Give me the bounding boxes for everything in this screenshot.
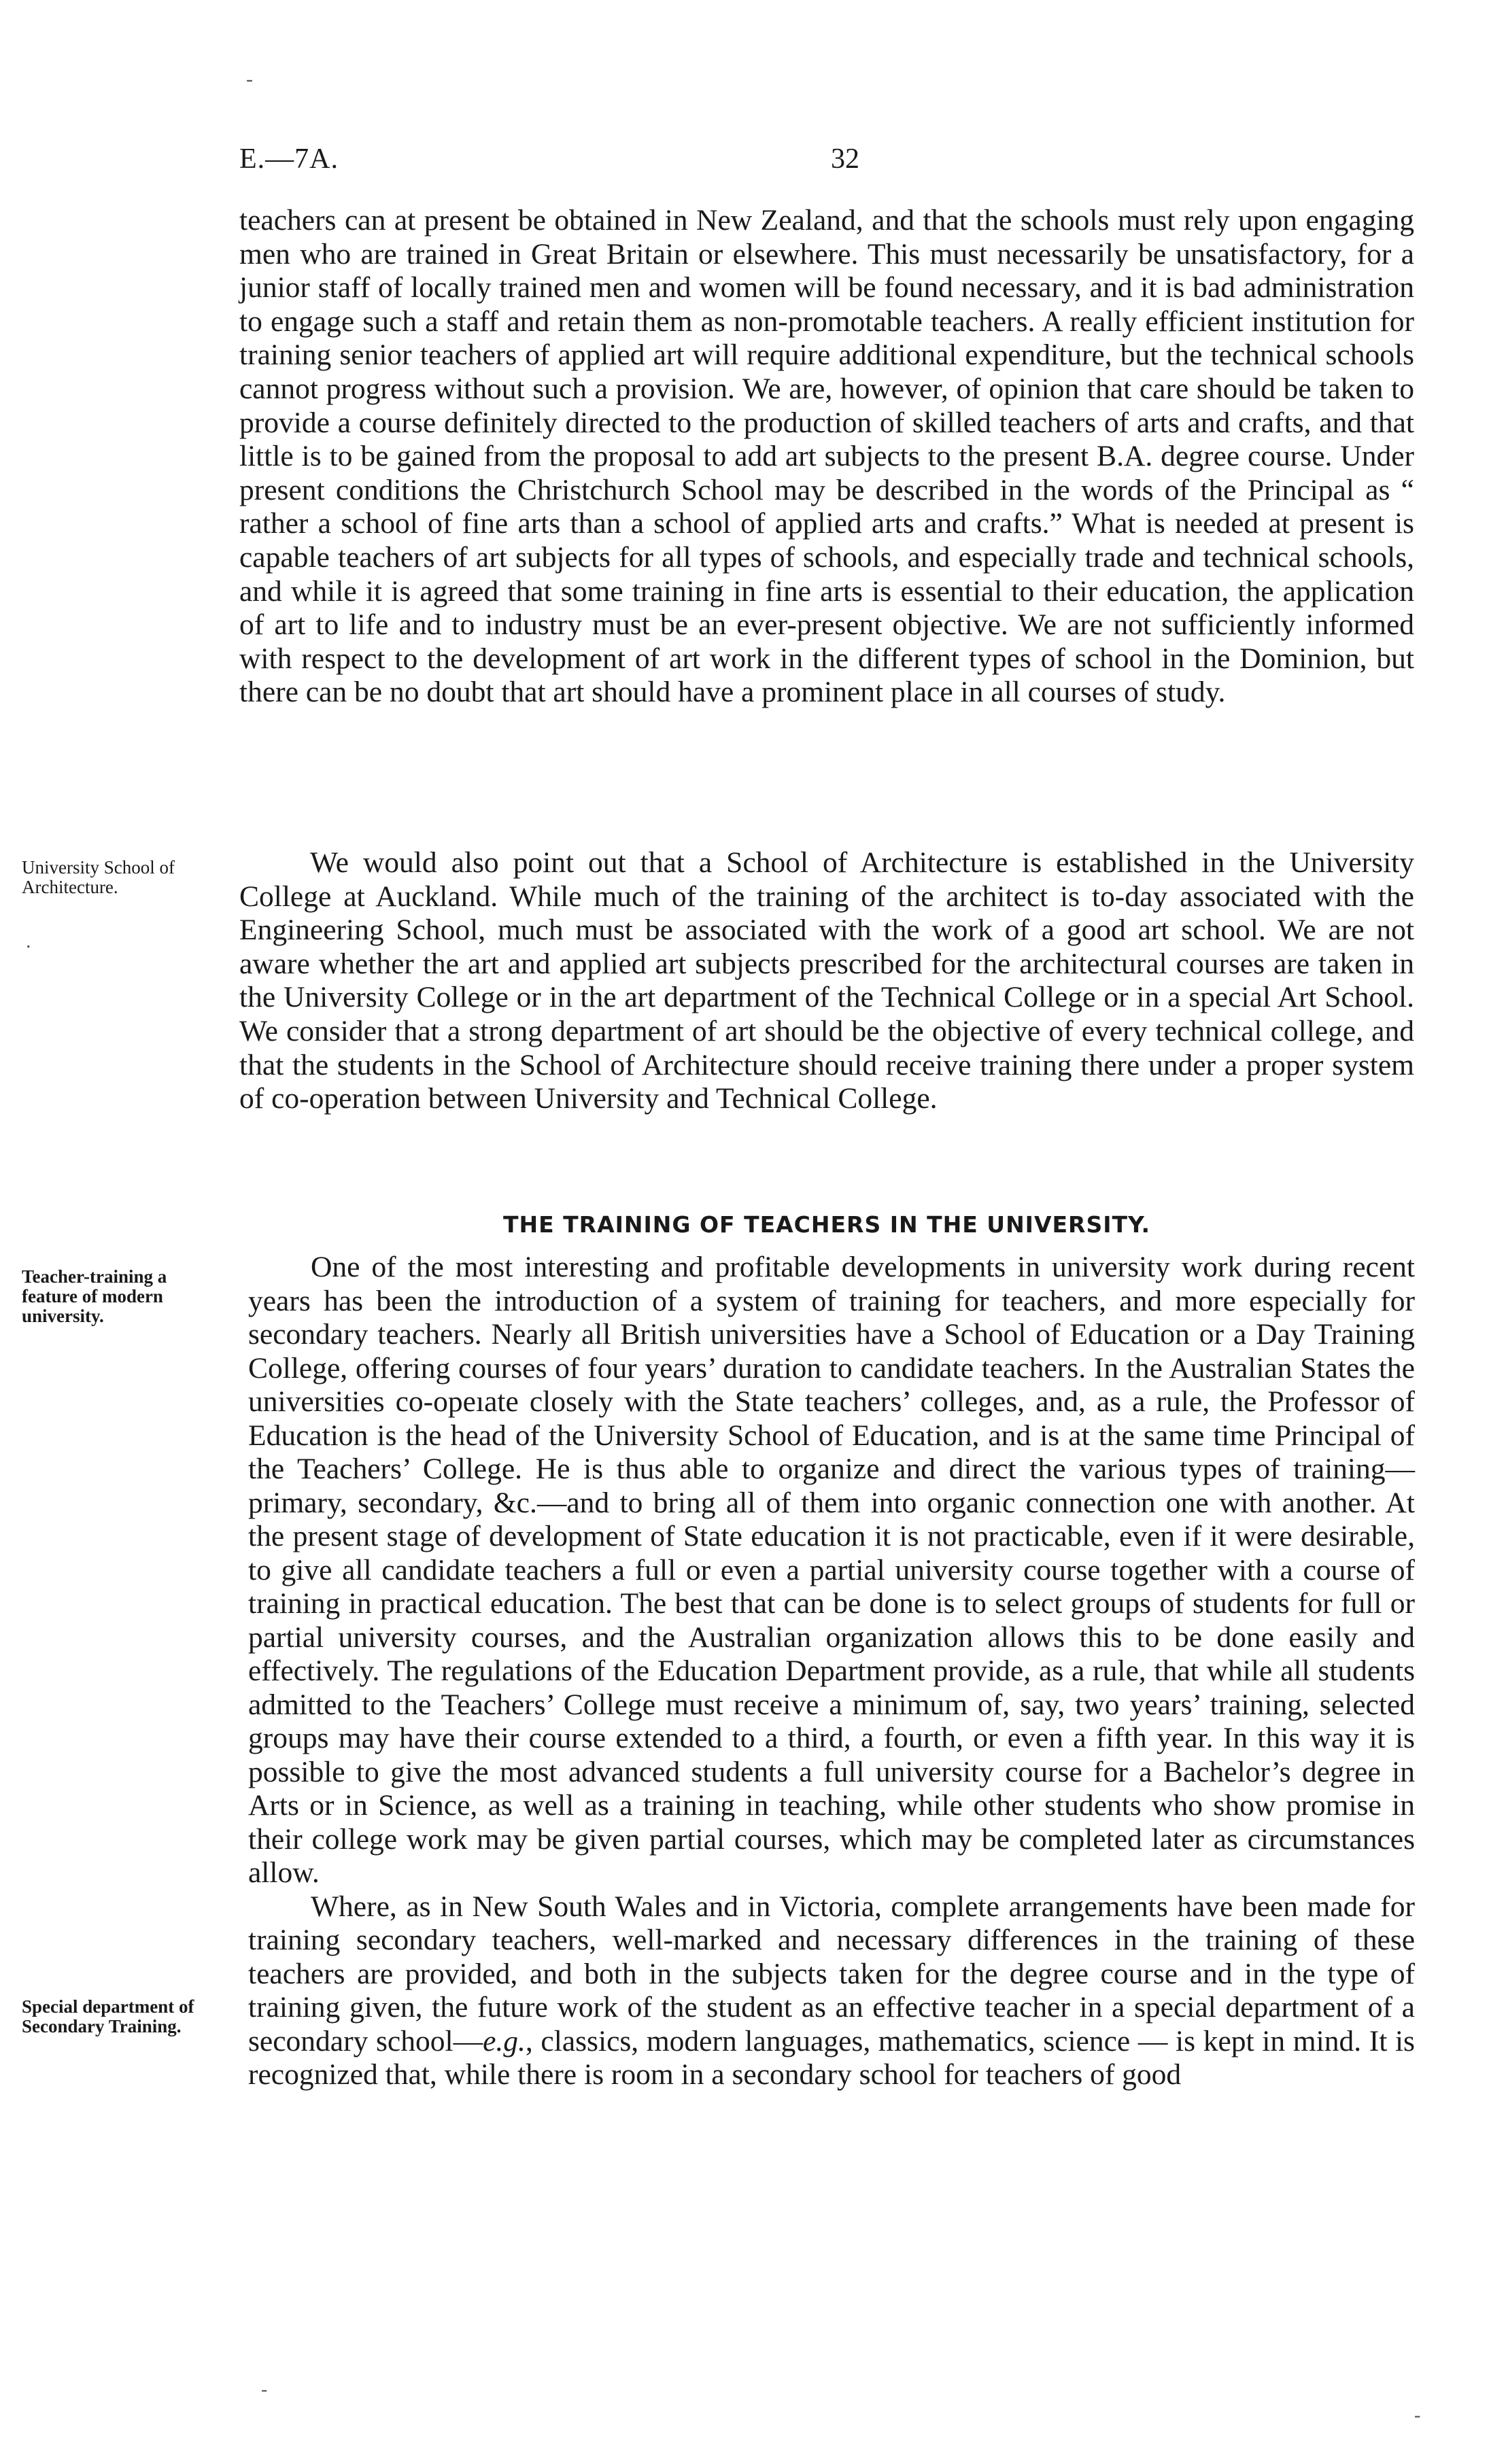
stray-mark-left: . [26,930,31,952]
section-heading: THE TRAINING OF TEACHERS IN THE UNIVERSITY. [503,1211,1150,1238]
paragraph-text: We would also point out that a School of Architecture is established in the University College at Auckland. While much of the training of the architect is to-day associated with the Engineering School, much must be associated with the work of a good art school. We are not aware whether the art and applied art subjects prescribed for the architectural courses are taken in the University College or in the art department of the Technical College or in a special Art School. We consider that a strong department of art should be the objective of every technical college, and that the students in the School of Architecture should receive training there under a proper system of co-operation between University and Technical College. [239,846,1414,1115]
section-body [248,1251,1415,2092]
stray-mark-top: - [246,68,253,90]
stray-mark-bottom-left: - [261,2379,268,2400]
paragraph-art-training [239,204,1414,710]
margin-note-university-school: University School of Architecture. [22,857,175,897]
paragraph-architecture [239,846,1414,1116]
margin-note-teacher-training: Teacher-training a feature of modern university. [22,1266,167,1326]
page-header [239,143,1191,184]
paragraph-text-continued: , classics, modern languages, mathematics, science — is kept in mind. It is recognized that, while there is room in a secondary school for teachers of good [248,2024,1415,2091]
paragraph-secondary-training [248,1890,1415,2092]
stray-mark-bottom-right: - [1414,2405,1421,2426]
document-code: E.—7A. [239,143,339,175]
page-number: 32 [831,143,859,175]
paragraph-text: Where, as in New South Wales and in Victoria, complete arrangements have been made for training secondary teachers, well-marked and necessary differences in the training of these teachers are provided, and both in the subjects taken for the degree course and in the type of training given, the future work of the student as an effective teacher in a special department of a secondary school— [248,1890,1415,2058]
margin-note-special-department: Special department of Secondary Training. [22,1996,194,2036]
paragraph-university-training: One of the most interesting and profitable developments in university work during recent years has been the introduction of a system of training for teachers, and more especially for secondary teachers. Nearly all British universities have a School of Education or a Day Training College, offering courses of four years’ duration to candidate teachers. In the Australian States the universities co-opeıate closely with the State teachers’ colleges, and, as a rule, the Professor of Education is the head of the University School of Education, and is at the same time Principal of the Teachers’ College. He is thus able to organize and direct the various types of training—primary, secondary, &c.—and to bring all of them into organic connection one with another. At the present stage of development of State education it is not practicable, even if it were desirable, to give all candidate teachers a full or even a partial university course together with a course of training in practical education. The best that can be done is to select groups of students for full or partial university courses, and the Australian organization allows this to be done easily and effectively. The regulations of the Education Department provide, as a rule, that while all students admitted to the Teachers’ College must receive a minimum of, say, two years’ training, selected groups may have their course extended to a third, a fourth, or even a fifth year. In this way it is possible to give the most advanced students a full university course for a Bachelor’s degree in Arts or in Science, as well as a training in teaching, while other students who show promise in their college work may be given partial courses, which may be completed later as circumstances allow. [248,1251,1415,1889]
abbreviation-eg: e.g. [483,2024,526,2058]
paragraph-text: teachers can at present be obtained in New Zealand, and that the schools must rely upon engaging men who are trained in Great Britain or elsewhere. This must necessarily be unsatisfactory, for a junior staff of locally trained men and women will be found necessary, and it is bad administration to engage such a staff and retain them as non-promotable teachers. A really efficient institution for training senior teachers of applied art will require additional expenditure, but the technical schools cannot progress without such a provision. We are, however, of opinion that care should be taken to provide a course definitely directed to the production of skilled teachers of arts and crafts, and that little is to be gained from the proposal to add art subjects to the present B.A. degree course. Under present conditions the Christchurch School may be described in the words of the Principal as “ rather a school of fine arts than a school of applied arts and crafts.” What is needed at present is capable teachers of art subjects for all types of schools, and especially trade and technical schools, and while it is agreed that some training in fine arts is essential to their education, the application of art to life and to industry must be an ever-present objective. We are not sufficiently informed with respect to the development of art work in the different types of school in the Dominion, but there can be no doubt that art should have a prominent place in all courses of study. [239,204,1414,709]
